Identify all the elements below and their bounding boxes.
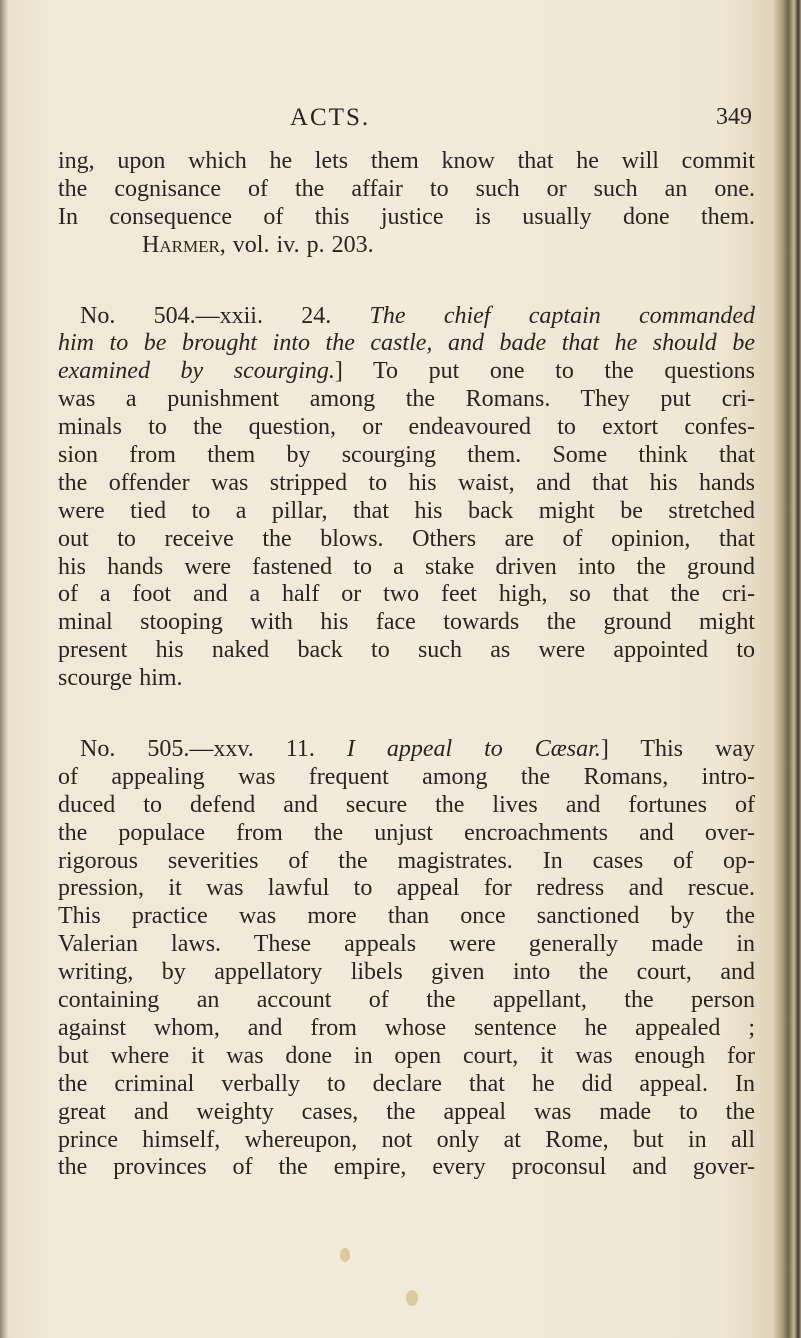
citation-line — [58, 232, 755, 260]
text-line: were tied to a pillar, that his back might be stretched — [58, 497, 755, 524]
text-line: the offender was stripped to his waist, and that his hands — [58, 469, 755, 496]
text-line: scourge him. — [58, 665, 183, 692]
paragraph-gap — [58, 693, 755, 736]
text-line: rigorous severities of the magistrates. In cases of op- — [58, 847, 755, 874]
page-number: 349 — [716, 104, 752, 130]
text-line: but where it was done in open court, it was enough for — [58, 1042, 755, 1069]
entry-505 — [58, 736, 755, 1182]
text-line: his hands were fastened to a stake driven into the ground — [58, 553, 755, 580]
entry-quote-line: him to be brought into the castle, and bade that he should be — [58, 330, 755, 357]
entry-reference: No. 504.—xxii. 24. — [80, 302, 370, 329]
text-line: of appealing was frequent among the Romans, intro- — [58, 763, 755, 790]
entry-quote: The chief captain commanded — [369, 302, 755, 329]
text-line: against whom, and from whose sentence he appealed ; — [58, 1014, 755, 1041]
text-line: pression, it was lawful to appeal for redress and rescue. — [58, 875, 755, 902]
running-head: ACTS. — [290, 104, 371, 131]
entry-heading-line — [58, 736, 755, 764]
entry-quote: I appeal to Cæsar. — [346, 736, 601, 763]
text-line: of a foot and a half or two feet high, so that the cri- — [58, 581, 755, 608]
entry-quote-end: examined by scourging. — [58, 358, 335, 385]
text-line: Valerian laws. These appeals were generally made in — [58, 931, 755, 958]
citation-author: Harmer, — [142, 231, 226, 258]
paper-stain — [406, 1290, 418, 1306]
entry-heading-line — [58, 303, 755, 331]
entry-quote-rest: ] To put one to the questions — [334, 358, 755, 385]
entry-reference: No. 505.—xxv. 11. — [80, 736, 347, 763]
page-header — [52, 104, 752, 138]
page-binding-edge — [773, 0, 801, 1338]
text-line: containing an account of the appellant, the person — [58, 987, 755, 1014]
text-line: duced to defend and secure the lives and fortunes of — [58, 791, 755, 818]
citation-reference: vol. iv. p. 203. — [225, 231, 374, 258]
text-line: the populace from the unjust encroachments and over- — [58, 819, 755, 846]
text-line: out to receive the blows. Others are of opinion, that — [58, 525, 755, 552]
paragraph-continuation — [58, 148, 755, 260]
text-line: the cognisance of the affair to such or such an one. — [58, 175, 755, 202]
text-line: the criminal verbally to declare that he did appeal. In — [58, 1070, 755, 1097]
body-text — [58, 148, 755, 1182]
text-line: was a punishment among the Romans. They put cri- — [58, 386, 755, 413]
text-line: minals to the question, or endeavoured to extort confes- — [58, 414, 755, 441]
text-line: In consequence of this justice is usually done them. — [58, 203, 755, 230]
entry-quote-rest: ] This way — [600, 736, 755, 763]
text-line: present his naked back to such as were appointed to — [58, 637, 755, 664]
text-line: writing, by appellatory libels given into the court, and — [58, 959, 755, 986]
paragraph-gap — [58, 260, 755, 303]
text-line: great and weighty cases, the appeal was made to the — [58, 1098, 755, 1125]
page-left-edge — [0, 0, 8, 1338]
paper-stain — [340, 1248, 350, 1262]
entry-504 — [58, 303, 755, 693]
text-line: sion from them by scourging them. Some think that — [58, 442, 755, 469]
text-line: minal stooping with his face towards the ground might — [58, 609, 755, 636]
entry-quote-line — [58, 358, 755, 386]
text-line: This practice was more than once sanctioned by the — [58, 903, 755, 930]
text-line: ing, upon which he lets them know that he will commit — [58, 148, 755, 174]
text-line: the provinces of the empire, every proconsul and gover- — [58, 1154, 755, 1181]
text-line: prince himself, whereupon, not only at Rome, but in all — [58, 1126, 755, 1153]
